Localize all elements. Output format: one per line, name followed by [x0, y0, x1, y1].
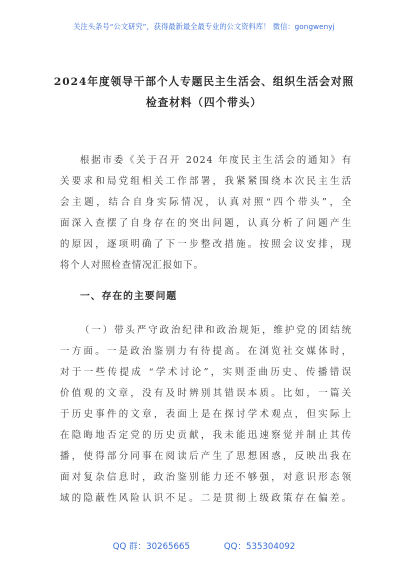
paragraph-line: 根据市委《关于召开 2024 年度民主生活会的通知》有: [80, 155, 352, 166]
paragraph-line: 于历史事件的文章，表面上是在探讨学术观点，但实际上: [60, 409, 352, 420]
paragraph-line: （一）带头严守政治纪律和政治规矩，维护党的团结统: [80, 325, 352, 336]
header-banner: 关注头条号“公文研究”，获得最新最全最专业的公文资料库！ 微信：gongwenyj: [73, 22, 335, 31]
footer-contact: [0, 540, 408, 552]
paragraph-line: 一方面。一是政治鉴别力有待提高。在浏览社交媒体时，: [60, 346, 352, 357]
footer-qq-group: QQ 群：30265665: [112, 542, 190, 552]
document-title-line-1: 2024年度领导干部个人专题民主生活会、组织生活会对照: [53, 76, 355, 88]
document-title-line-2: 检查材料（四个带头）: [146, 97, 262, 109]
paragraph-line: 域的隐蔽性风险认识不足。二是贯彻上级政策存在偏差。: [60, 493, 352, 504]
footer-qq: QQ：535304092: [223, 542, 296, 552]
intro-paragraph: [60, 150, 352, 276]
paragraph-line: 面深入查摆了自身存在的突出问题，认真分析了问题产生: [60, 218, 352, 229]
paragraph-line: 播，使得部分同事在阅读后产生了思想困惑，反映出我在: [60, 451, 352, 462]
section-paragraph: [60, 320, 352, 509]
paragraph-line: 价值观的文章，没有及时辨别其错误本质。比如，一篇关: [60, 388, 352, 399]
paragraph-line: 在隐晦地否定党的历史贡献，我未能迅速察觉并制止其传: [60, 430, 352, 441]
section-heading: 一、存在的主要问题: [80, 291, 178, 302]
paragraph-line: 关要求和局党组相关工作部署，我紧紧围绕本次民主生活: [60, 176, 352, 187]
paragraph-line: 的原因，逐项明确了下一步整改措施。按照会议安排，现: [60, 239, 352, 250]
paragraph-line: 对于一些传提成 “学术讨论”，实则歪曲历史、传播错误: [60, 367, 352, 378]
paragraph-line: 面对复杂信息时，政治鉴别能力还不够强，对意识形态领: [60, 472, 352, 483]
paragraph-line: 将个人对照检查情况汇报如下。: [60, 260, 204, 271]
paragraph-line: 会主题，结合自身实际情况，认真对照“四个带头”，全: [60, 197, 352, 208]
